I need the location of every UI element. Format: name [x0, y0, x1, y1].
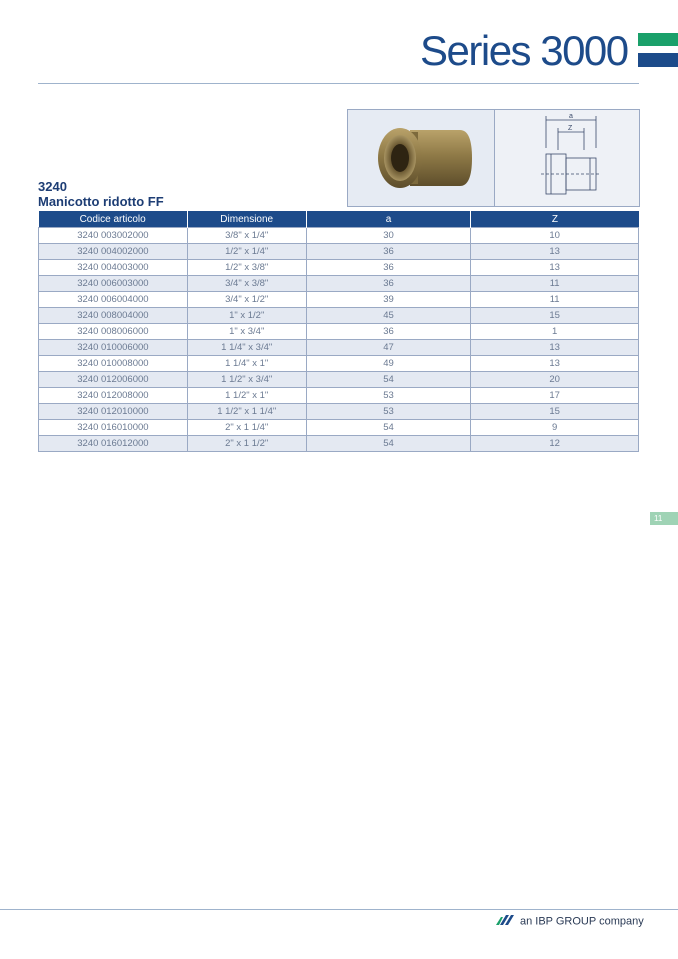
table-cell: 3/4" x 1/2" [187, 292, 306, 308]
table-cell: 49 [306, 356, 471, 372]
table-cell: 3240 006003000 [39, 276, 188, 292]
table-row [39, 324, 639, 340]
table-cell: 3240 004002000 [39, 244, 188, 260]
table-cell: 1 1/2" x 1 1/4" [187, 404, 306, 420]
table-cell: 3240 003002000 [39, 228, 188, 244]
table-cell: 3240 012010000 [39, 404, 188, 420]
table-row [39, 356, 639, 372]
column-header-dimensione: Dimensione [187, 211, 306, 228]
table-cell: 13 [471, 260, 639, 276]
table-cell: 36 [306, 244, 471, 260]
table-cell: 11 [471, 276, 639, 292]
product-photo [347, 109, 495, 207]
table-cell: 3240 010008000 [39, 356, 188, 372]
table-cell: 15 [471, 404, 639, 420]
table-cell: 3240 016012000 [39, 436, 188, 452]
table-cell: 1 1/4" x 3/4" [187, 340, 306, 356]
table-row [39, 308, 639, 324]
table-header-row [39, 211, 639, 228]
table-cell: 1" x 1/2" [187, 308, 306, 324]
table-cell: 2" x 1 1/4" [187, 420, 306, 436]
table-cell: 13 [471, 340, 639, 356]
brand-logo-bars [638, 33, 678, 67]
table-cell: 20 [471, 372, 639, 388]
table-cell: 39 [306, 292, 471, 308]
table-row [39, 372, 639, 388]
table-cell: 1 [471, 324, 639, 340]
table-row [39, 340, 639, 356]
fitting-dimension-drawing [495, 110, 639, 206]
table-cell: 3240 008004000 [39, 308, 188, 324]
column-header-a: a [306, 211, 471, 228]
table-cell: 3240 008006000 [39, 324, 188, 340]
table-cell: 1 1/2" x 1" [187, 388, 306, 404]
header-divider [38, 83, 639, 84]
table-cell: 3240 006004000 [39, 292, 188, 308]
logo-blue-bar [638, 53, 678, 67]
fitting-photo-illustration [348, 110, 494, 206]
table-cell: 45 [306, 308, 471, 324]
table-cell: 3240 004003000 [39, 260, 188, 276]
table-cell: 1/2" x 3/8" [187, 260, 306, 276]
logo-green-bar [638, 33, 678, 46]
table-cell: 54 [306, 420, 471, 436]
table-cell: 15 [471, 308, 639, 324]
table-row [39, 260, 639, 276]
table-row [39, 228, 639, 244]
drawing-label-z: Z [568, 125, 573, 132]
table-cell: 1/2" x 1/4" [187, 244, 306, 260]
footer-text: an IBP GROUP company [520, 915, 644, 928]
table-cell: 9 [471, 420, 639, 436]
table-cell: 30 [306, 228, 471, 244]
footer-divider [0, 909, 678, 910]
table-cell: 12 [471, 436, 639, 452]
footer [496, 915, 644, 929]
product-name: Manicotto ridotto FF [38, 194, 164, 209]
product-code: 3240 [38, 179, 67, 194]
table-cell: 54 [306, 436, 471, 452]
table-row [39, 388, 639, 404]
table-cell: 47 [306, 340, 471, 356]
table-row [39, 276, 639, 292]
table-cell: 1" x 3/4" [187, 324, 306, 340]
table-cell: 3240 010006000 [39, 340, 188, 356]
table-cell: 13 [471, 244, 639, 260]
table-cell: 3240 012006000 [39, 372, 188, 388]
table-cell: 53 [306, 404, 471, 420]
table-cell: 13 [471, 356, 639, 372]
drawing-label-a: a [569, 113, 573, 120]
table-cell: 3/8" x 1/4" [187, 228, 306, 244]
ibp-logo-icon [496, 915, 516, 928]
table-cell: 17 [471, 388, 639, 404]
table-cell: 1 1/2" x 3/4" [187, 372, 306, 388]
table-row [39, 244, 639, 260]
table-cell: 36 [306, 276, 471, 292]
series-title: Series 3000 [420, 27, 628, 74]
table-cell: 3240 012008000 [39, 388, 188, 404]
table-cell: 36 [306, 260, 471, 276]
technical-drawing [494, 109, 640, 207]
table-cell: 3/4" x 3/8" [187, 276, 306, 292]
table-row [39, 404, 639, 420]
table-cell: 3240 016010000 [39, 420, 188, 436]
table-cell: 10 [471, 228, 639, 244]
table-cell: 36 [306, 324, 471, 340]
table-cell: 1 1/4" x 1" [187, 356, 306, 372]
page-number: 11 [650, 512, 678, 525]
table-cell: 2" x 1 1/2" [187, 436, 306, 452]
table-cell: 11 [471, 292, 639, 308]
specification-table [38, 211, 639, 452]
column-header-codice: Codice articolo [39, 211, 188, 228]
table-row [39, 436, 639, 452]
table-cell: 54 [306, 372, 471, 388]
column-header-z: Z [471, 211, 639, 228]
table-row [39, 292, 639, 308]
table-cell: 53 [306, 388, 471, 404]
table-row [39, 420, 639, 436]
